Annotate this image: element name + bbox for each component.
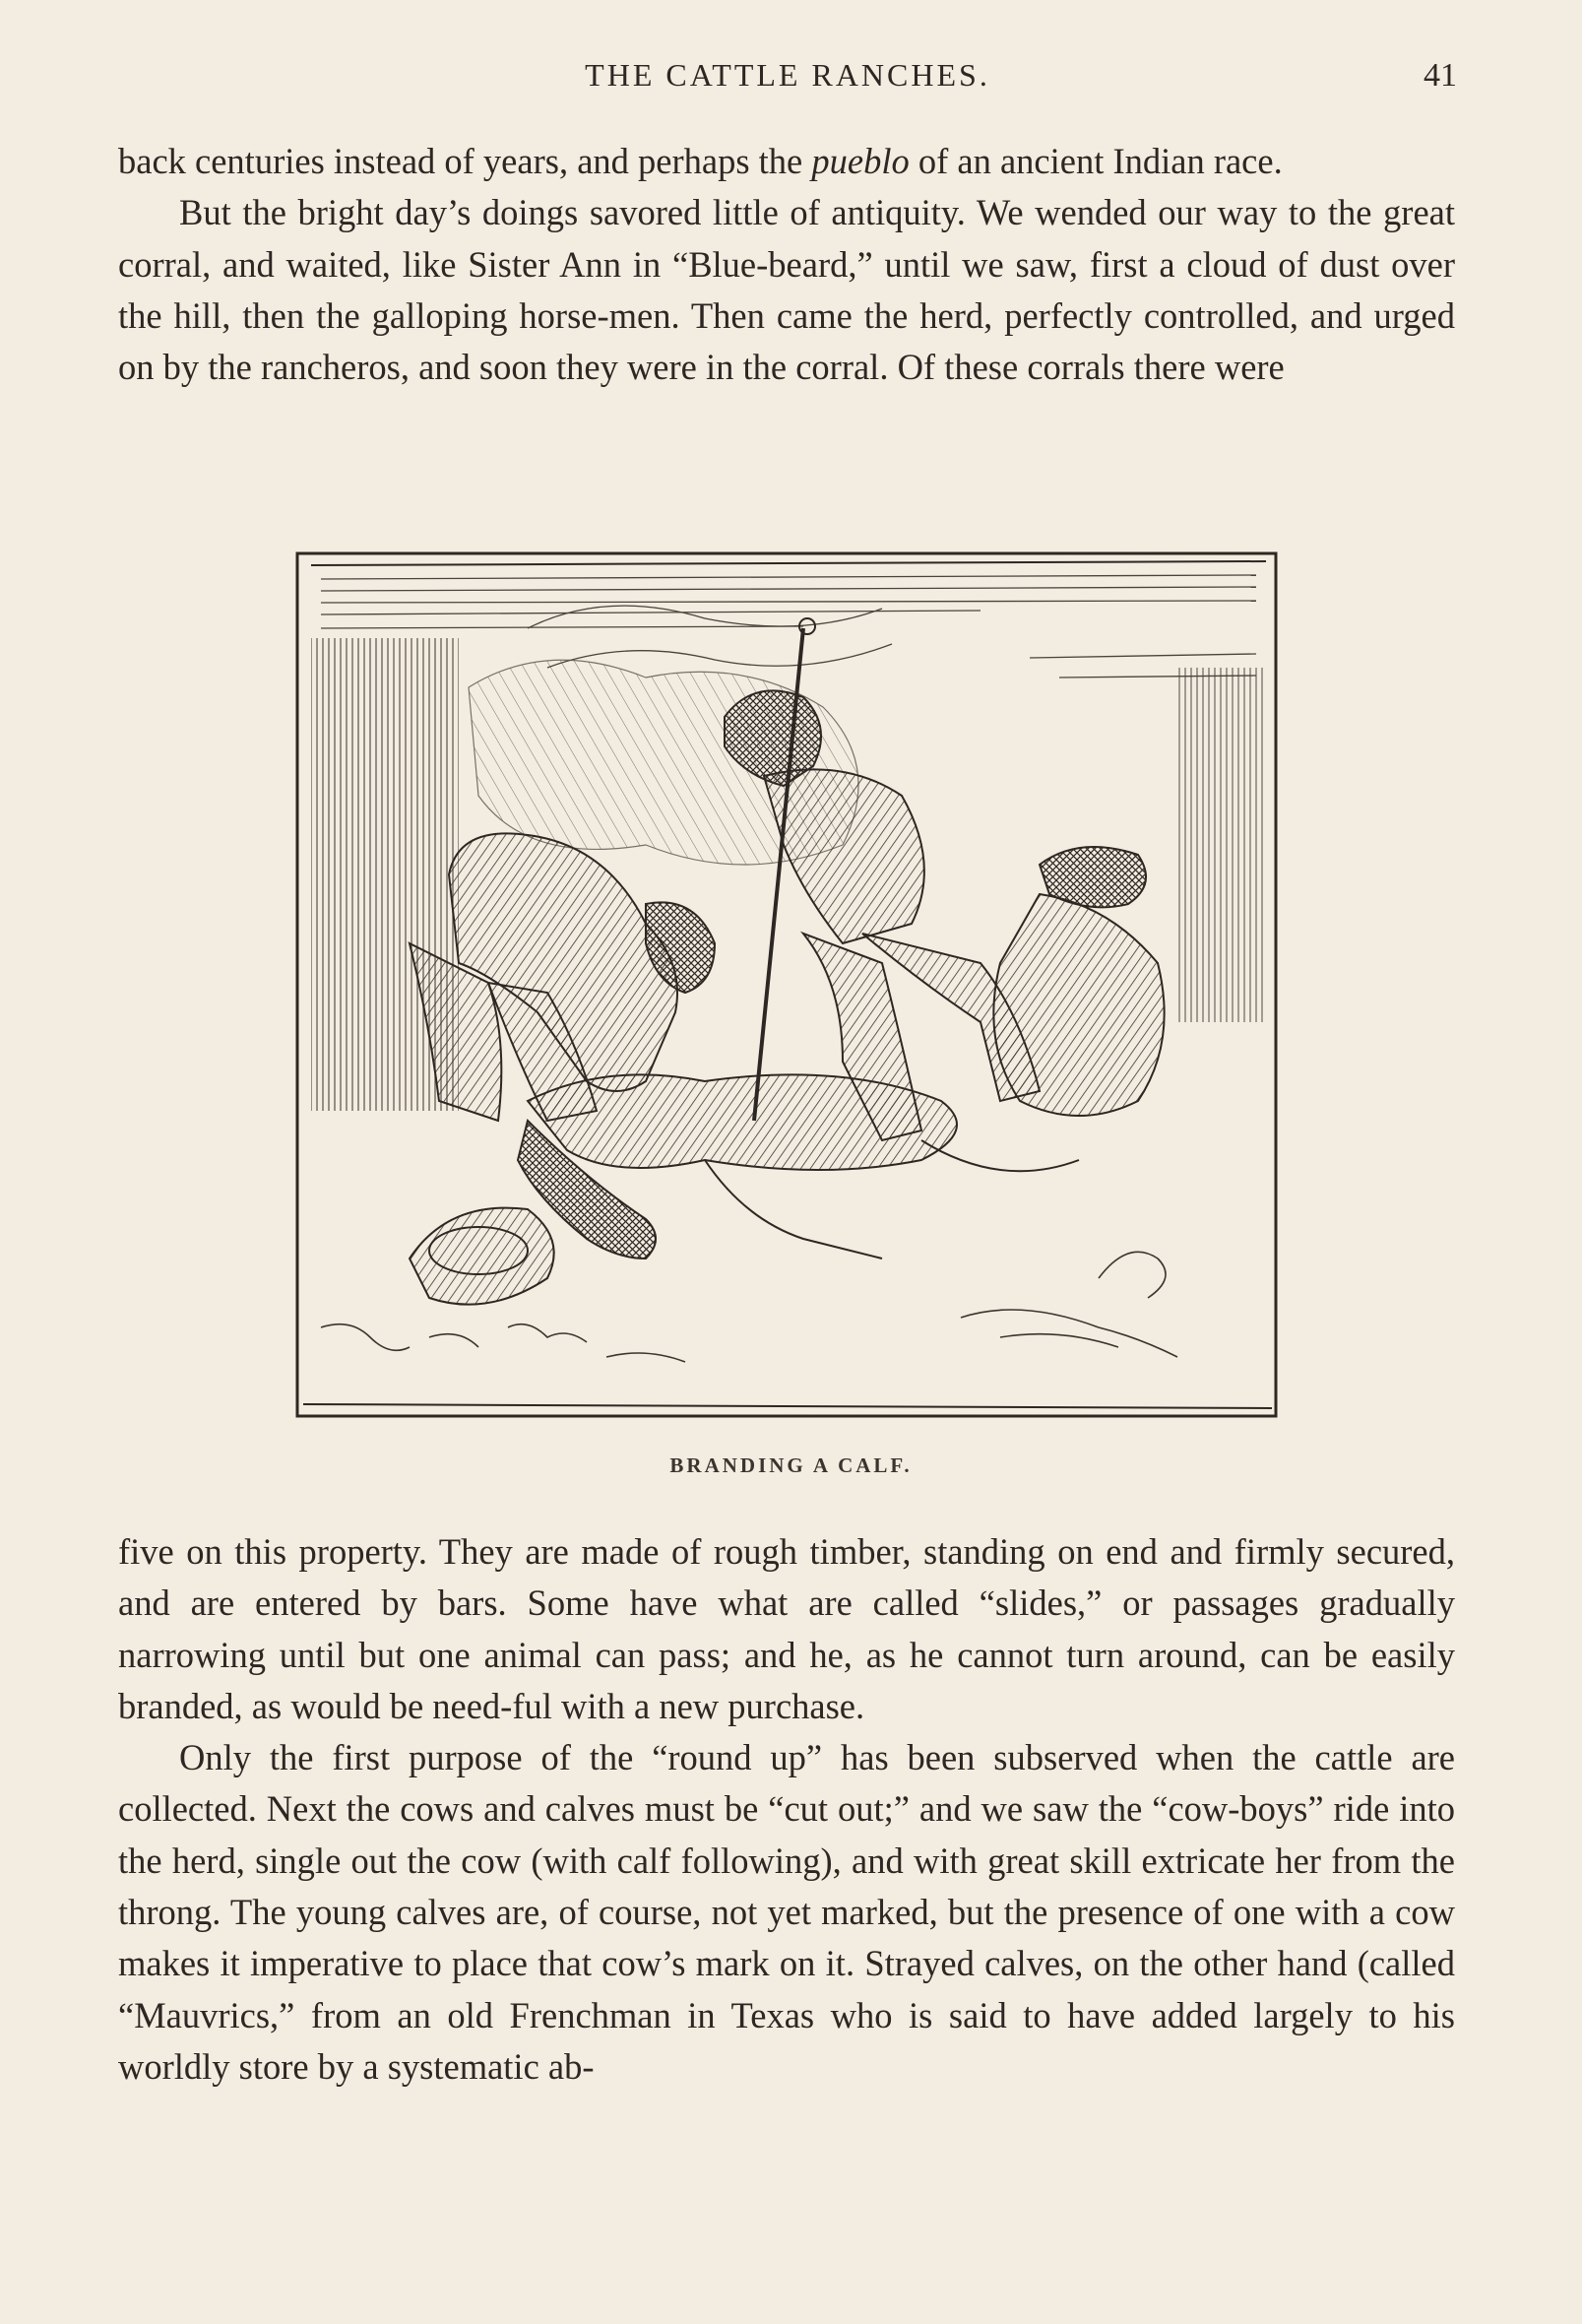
running-title: THE CATTLE RANCHES. xyxy=(585,57,990,93)
lower-text-block xyxy=(118,1526,1455,2093)
paragraph-continued: five on this property. They are made of rough timber, standing on end and firmly secured, and are entered by bars. Some have what are called “slides,” or passages gradually narrowing until but one animal can pass; and he, as he cannot turn around, can be easily branded, as would be need-ful with a new purchase. xyxy=(118,1531,1455,1726)
paragraph: But the bright day’s doings savored little of antiquity. We wended our way to the great corral, and waited, like Sister Ann in “Blue-beard,” until we saw, first a cloud of dust over the hill, then the galloping horse-men. Then came the herd, perfectly controlled, and urged on by the rancheros, and soon they were in the corral. Of these corrals there were xyxy=(118,192,1455,388)
paragraph-continued: back centuries instead of years, and perhaps the pueblo of an ancient Indian race. xyxy=(118,141,1283,181)
page-number: 41 xyxy=(1424,57,1457,94)
upper-text-block xyxy=(118,136,1455,393)
paragraph: Only the first purpose of the “round up” has been subserved when the cattle are collected. Next the cows and calves must be “cut out;” and we saw the “cow-boys” ride into the herd, single out the cow (with calf following), and with great skill extricate her from the throng. The young calves are, of course, not yet marked, but the presence of one with a cow makes it imperative to place that cow’s mark on it. Strayed calves, on the other hand (called “Mauvrics,” from an old Frenchman in Texas who is said to have added largely to his worldly store by a systematic ab- xyxy=(118,1737,1455,2087)
hat-on-ground xyxy=(410,1208,554,1305)
branding-illustration xyxy=(291,549,1281,1424)
sitting-man xyxy=(993,847,1164,1116)
calf xyxy=(518,1074,1079,1259)
sky-lines xyxy=(321,575,1256,678)
corral-fence-right xyxy=(1177,668,1266,1022)
illustration-caption: BRANDING A CALF. xyxy=(669,1453,913,1477)
standing-man xyxy=(725,618,1040,1140)
italic-word: pueblo xyxy=(811,141,910,181)
running-head xyxy=(118,57,1457,100)
